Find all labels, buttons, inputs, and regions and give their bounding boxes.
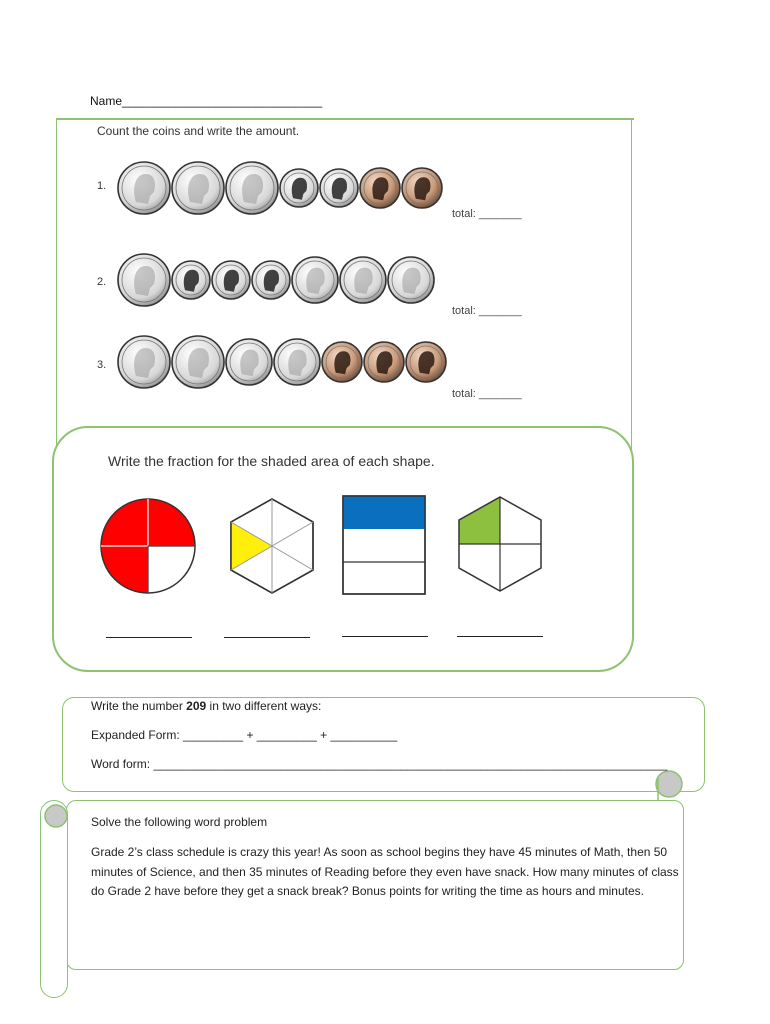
penny-coin-icon <box>360 168 400 208</box>
dime-coin-icon <box>172 261 210 299</box>
nickel-coin-icon <box>274 339 320 385</box>
word-form-field[interactable]: Word form: _____________________________________________________________________________ <box>91 757 668 771</box>
scroll-curl-icon <box>652 768 686 802</box>
hexagon-quarters-shape <box>459 497 541 591</box>
dime-coin-icon <box>280 169 318 207</box>
quarter-coin-icon <box>118 254 170 306</box>
word-problem-title: Solve the following word problem <box>91 815 268 829</box>
quarter-coin-icon <box>172 162 224 214</box>
coin-row-3-number: 3. <box>97 359 107 371</box>
fraction-answer-line-1[interactable] <box>106 637 192 638</box>
fractions-instructions: Write the fraction for the shaded area of each shape. <box>108 453 435 469</box>
rectangle-thirds-shape <box>343 496 425 594</box>
nickel-coin-icon <box>388 257 434 303</box>
coin-row-3-total: total: _______ <box>452 388 522 400</box>
penny-coin-icon <box>406 342 446 382</box>
number-instructions-text: Write the number <box>91 699 187 713</box>
circle-fraction-shape <box>101 499 195 593</box>
quarter-coin-icon <box>172 336 224 388</box>
fraction-answer-line-3[interactable] <box>342 636 428 637</box>
word-problem-text: Grade 2’s class schedule is crazy this year! As soon as school begins they have 45 minutes of Math, then 50 minutes of Science, and then 35 minutes of Reading before they even have snack. How many minutes of class do Grade 2 have before they get a snack break? Bonus points for writing the time as hours and minutes. <box>91 845 679 898</box>
coins-instructions: Count the coins and write the amount. <box>97 124 300 138</box>
fraction-answer-line-4[interactable] <box>457 636 543 637</box>
coin-row-2-total: total: _______ <box>452 305 522 317</box>
dime-coin-icon <box>212 261 250 299</box>
hexagon-quarter-shaded <box>459 497 500 544</box>
number-instructions <box>91 699 321 713</box>
quarter-coin-icon <box>226 162 278 214</box>
nickel-coin-icon <box>292 257 338 303</box>
scroll-roll-icon <box>40 800 72 832</box>
quarter-coin-icon <box>118 336 170 388</box>
nickel-coin-icon <box>226 339 272 385</box>
number-instructions-end: in two different ways: <box>206 699 322 713</box>
coin-row-1-number: 1. <box>97 180 107 192</box>
coin-row-2-number: 2. <box>97 276 107 288</box>
rectangle-third-shaded <box>343 496 425 529</box>
dime-coin-icon <box>252 261 290 299</box>
penny-coin-icon <box>364 342 404 382</box>
penny-coin-icon <box>402 168 442 208</box>
coin-row-1-total: total: _______ <box>452 208 522 220</box>
coin-images <box>0 0 770 450</box>
name-field-label: Name______________________________ <box>90 94 323 108</box>
dime-coin-icon <box>320 169 358 207</box>
penny-coin-icon <box>322 342 362 382</box>
expanded-form-field[interactable]: Expanded Form: _________ + _________ + __________ <box>91 728 398 742</box>
hexagon-sixths-shape <box>231 499 313 593</box>
nickel-coin-icon <box>340 257 386 303</box>
fraction-shapes <box>0 480 770 610</box>
target-number: 209 <box>186 699 207 713</box>
fraction-answer-line-2[interactable] <box>224 637 310 638</box>
quarter-coin-icon <box>118 162 170 214</box>
